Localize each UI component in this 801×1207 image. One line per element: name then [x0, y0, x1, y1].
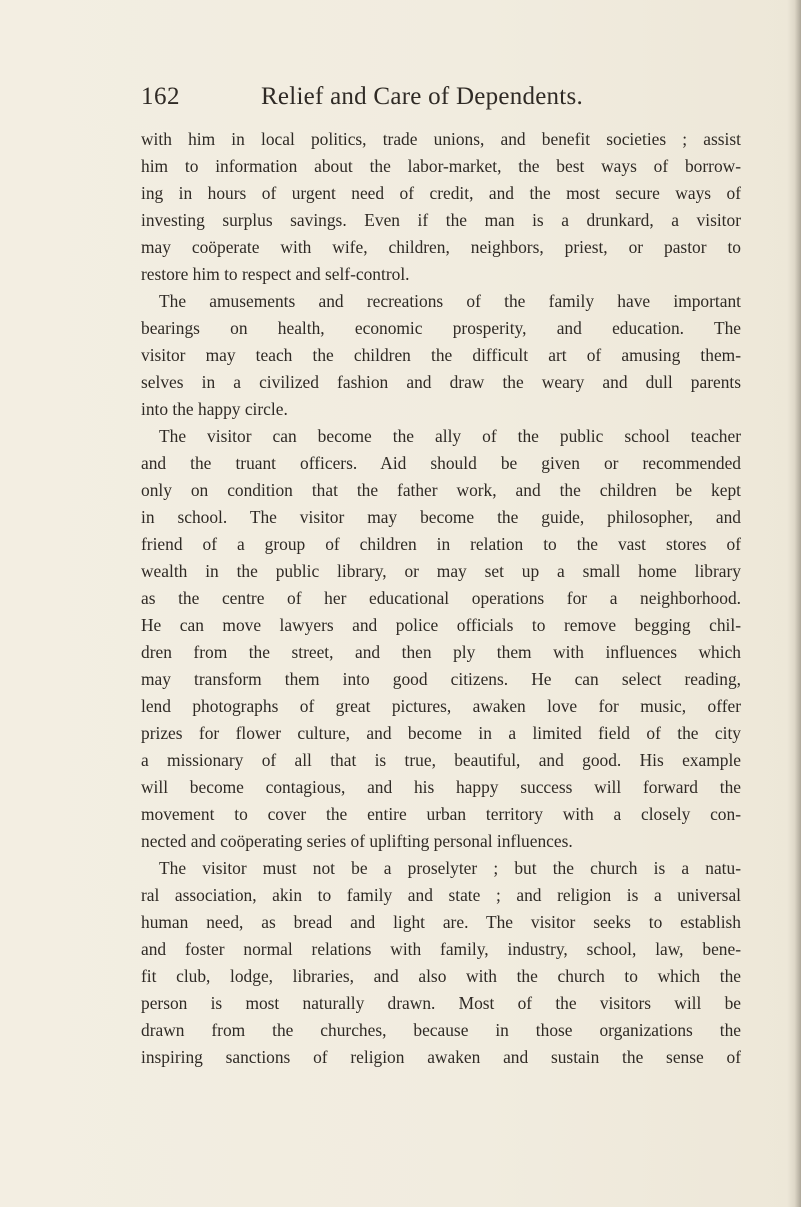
text-line: human need, as bread and light are. The visitor seeks to establish	[141, 912, 741, 932]
text-line: wealth in the public library, or may set up a small home library	[141, 561, 741, 581]
text-line: into the happy circle.	[141, 399, 288, 419]
text-line: investing surplus savings. Even if the man is a drunkard, a visitor	[141, 210, 741, 230]
body-text	[141, 126, 741, 1071]
text-line: may transform them into good citizens. He can select reading,	[141, 669, 741, 689]
text-line: restore him to respect and self-control.	[141, 264, 410, 284]
text-line: ral association, akin to family and state ; and religion is a universal	[141, 885, 741, 905]
text-line: bearings on health, economic prosperity, and education. The	[141, 318, 741, 338]
text-line: friend of a group of children in relation to the vast stores of	[141, 534, 741, 554]
text-line: will become contagious, and his happy success will forward the	[141, 777, 741, 797]
text-line: dren from the street, and then ply them with influences which	[141, 642, 741, 662]
text-line: movement to cover the entire urban territory with a closely con-	[141, 804, 741, 824]
text-line: inspiring sanctions of religion awaken and sustain the sense of	[141, 1047, 741, 1067]
page-number: 162	[141, 83, 180, 110]
text-line: visitor may teach the children the difficult art of amusing them-	[141, 345, 741, 365]
text-line: him to information about the labor-market, the best ways of borrow-	[141, 156, 741, 176]
text-line: fit club, lodge, libraries, and also with the church to which the	[141, 966, 741, 986]
text-line: The amusements and recreations of the family have important	[159, 291, 741, 311]
text-line: The visitor can become the ally of the public school teacher	[159, 426, 741, 446]
text-line: may coöperate with wife, children, neighbors, priest, or pastor to	[141, 237, 741, 257]
text-line: as the centre of her educational operations for a neighborhood.	[141, 588, 741, 608]
text-line: lend photographs of great pictures, awaken love for music, offer	[141, 696, 741, 716]
page-header	[141, 83, 661, 117]
text-line: nected and coöperating series of uplifting personal influences.	[141, 831, 573, 851]
page-edge-shadow	[787, 0, 801, 1207]
text-line: with him in local politics, trade unions, and benefit societies ; assist	[141, 129, 741, 149]
running-head: Relief and Care of Dependents.	[261, 83, 583, 110]
text-line: He can move lawyers and police officials to remove begging chil-	[141, 615, 741, 635]
text-line: in school. The visitor may become the guide, philosopher, and	[141, 507, 741, 527]
text-line: and foster normal relations with family, industry, school, law, bene-	[141, 939, 741, 959]
text-line: prizes for flower culture, and become in a limited field of the city	[141, 723, 741, 743]
text-line: a missionary of all that is true, beautiful, and good. His example	[141, 750, 741, 770]
text-line: person is most naturally drawn. Most of the visitors will be	[141, 993, 741, 1013]
text-line: only on condition that the father work, and the children be kept	[141, 480, 741, 500]
text-line: ing in hours of urgent need of credit, and the most secure ways of	[141, 183, 741, 203]
text-line: drawn from the churches, because in those organizations the	[141, 1020, 741, 1040]
text-line: and the truant officers. Aid should be given or recommended	[141, 453, 741, 473]
text-line: selves in a civilized fashion and draw the weary and dull parents	[141, 372, 741, 392]
text-line: The visitor must not be a proselyter ; but the church is a natu-	[159, 858, 741, 878]
